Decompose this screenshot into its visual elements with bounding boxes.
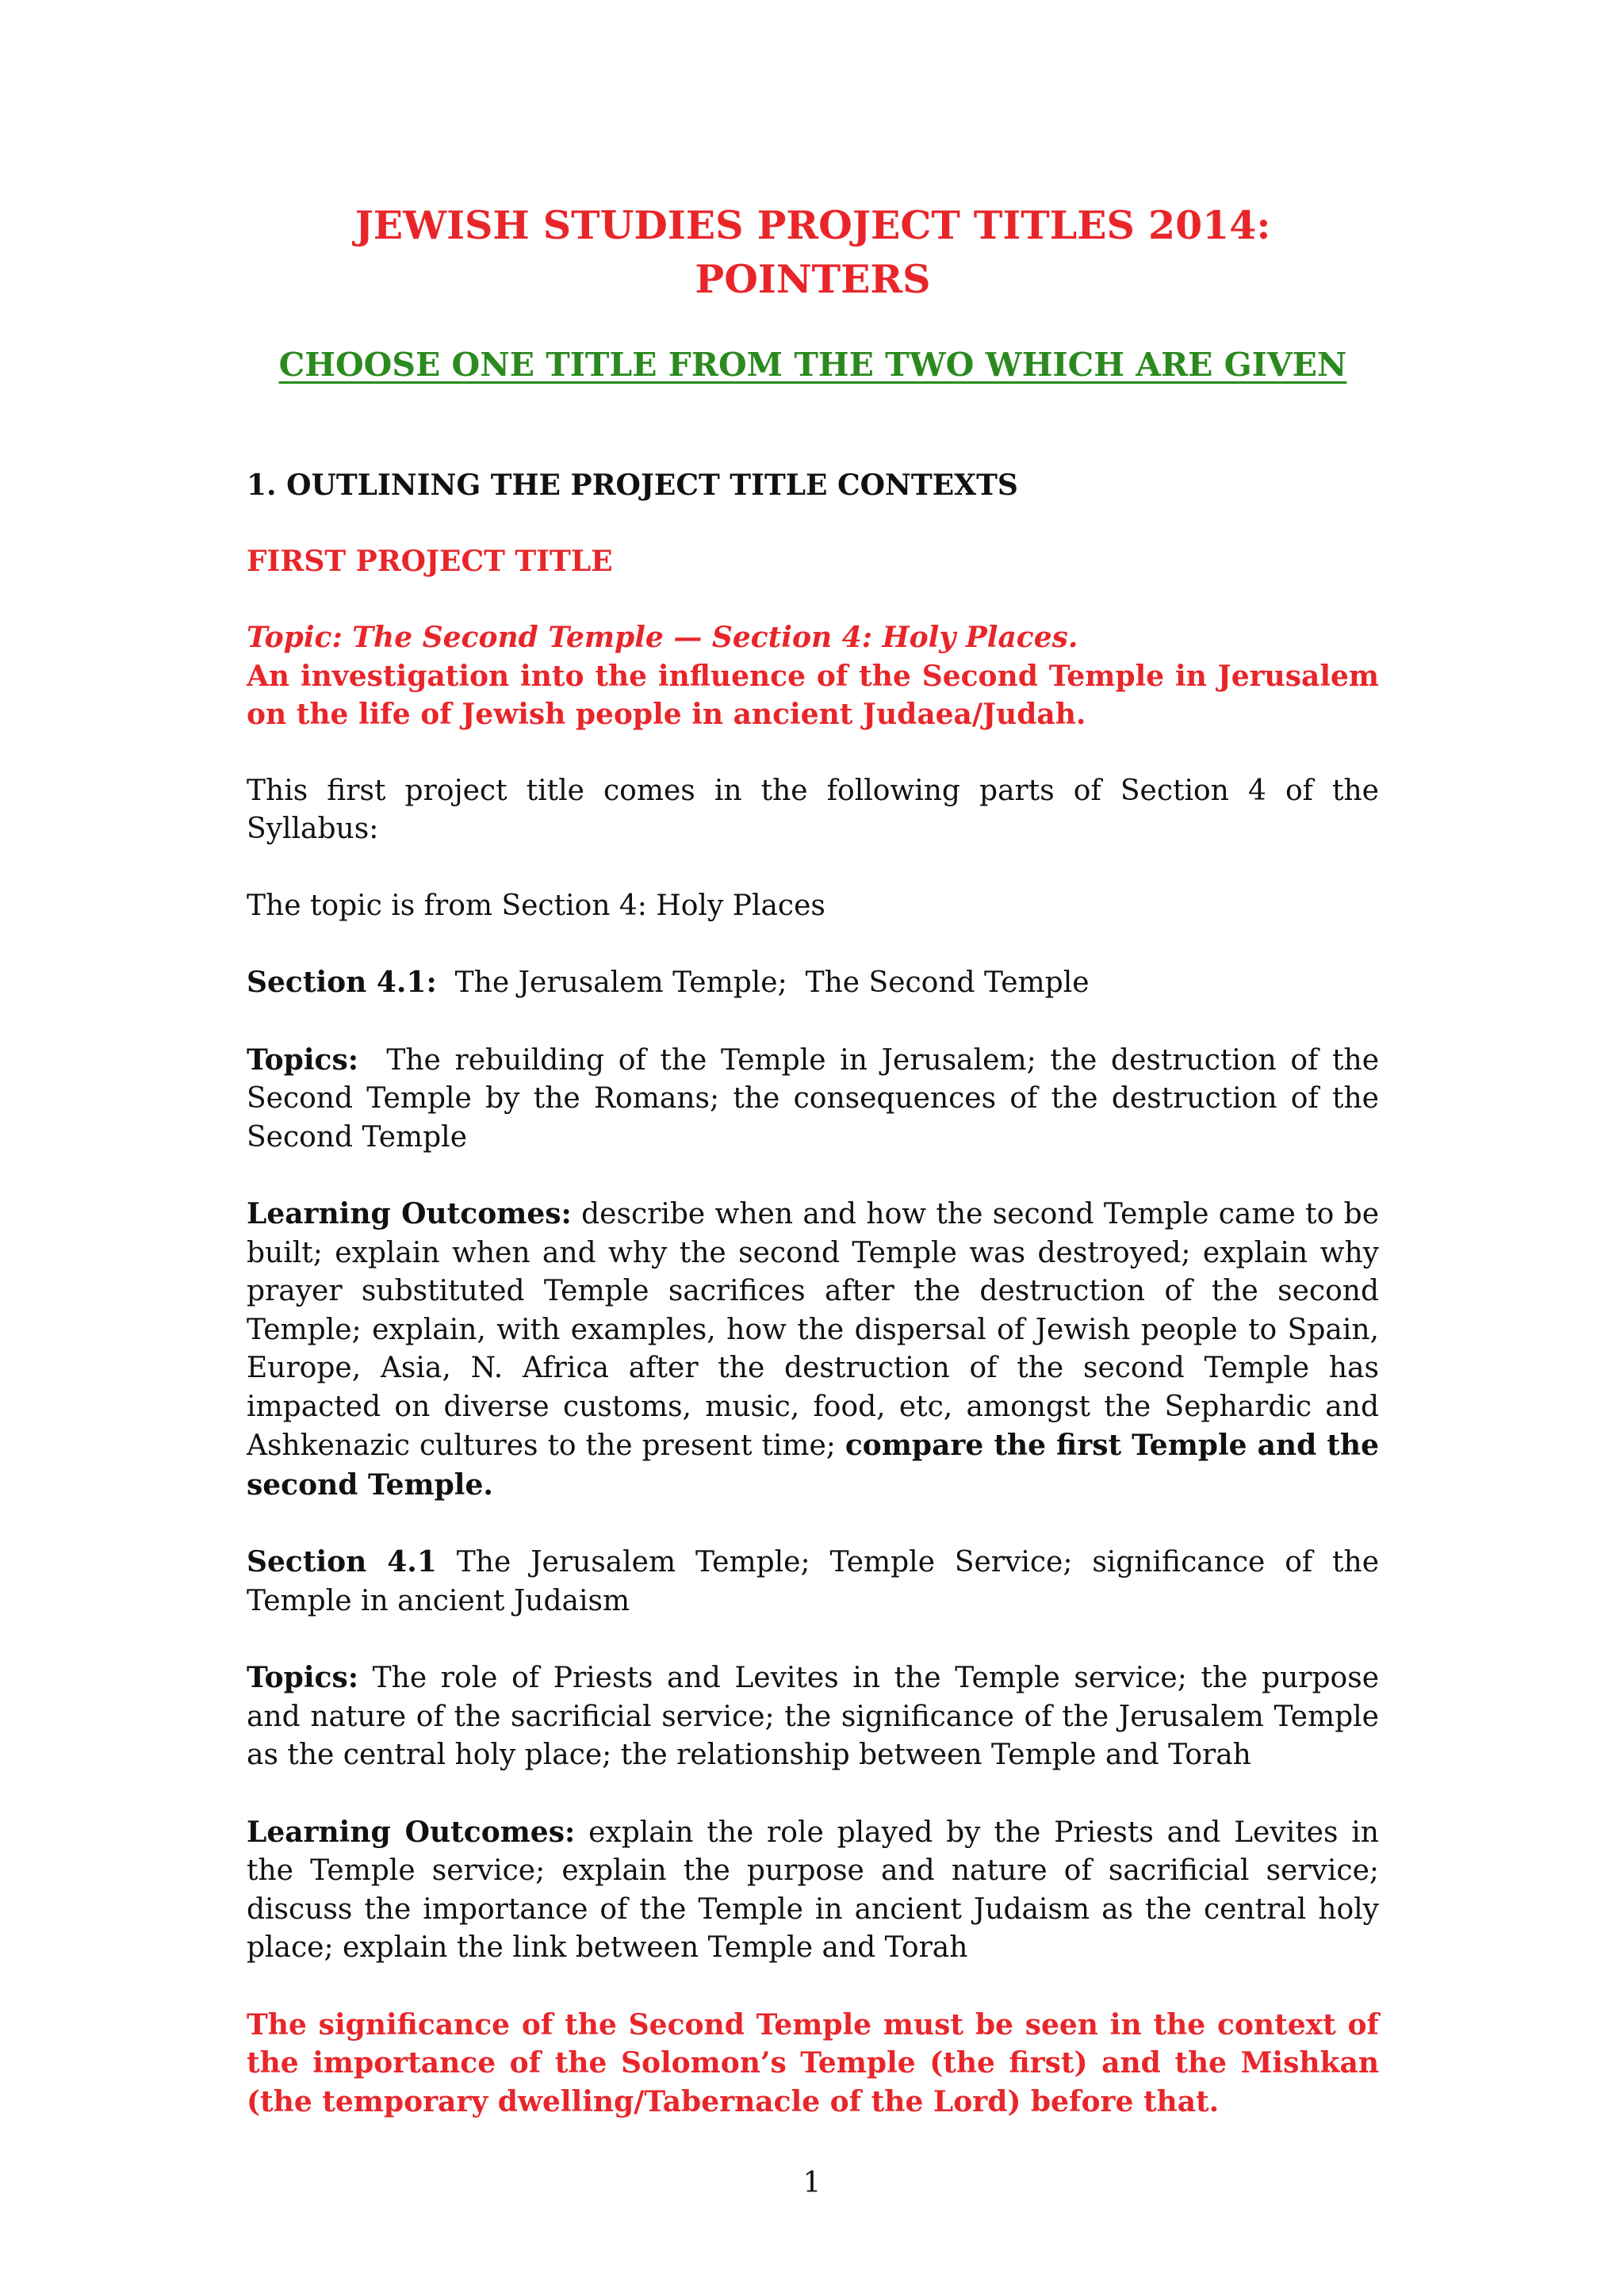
section-paragraph-1 [247,963,1379,1003]
document-title: JEWISH STUDIES PROJECT TITLES 2014: POINTERS [354,202,1271,302]
section-text: The Jerusalem Temple; Temple Service; significance of the Temple in ancient Judaism [247,1546,1379,1617]
page-content [247,198,1388,2159]
topics-text: The role of Priests and Levites in the Temple service; the purpose and nature of the sacrificial service; the significance of the Jerusalem Temple as the central holy place; the relationship between Temple and Torah [247,1662,1379,1771]
topics-label: Topics: [247,1661,358,1694]
outcomes-label: Learning Outcomes: [247,1197,572,1230]
document-subtitle: CHOOSE ONE TITLE FROM THE TWO WHICH ARE GIVEN [278,346,1347,384]
closing-note: The significance of the Second Temple must be seen in the context of the importance of the Solomon’s Temple (the first) and the Mishkan (the temporary dwelling/Tabernacle of the Lord) before that. [247,2007,1379,2118]
section-label: Section 4.1 [247,1545,437,1578]
outcomes-paragraph-1 [247,1195,1379,1505]
topic-line: Topic: The Second Temple — Section 4: Holy Places. [247,621,1078,654]
topics-paragraph-2 [247,1659,1379,1775]
page-number: 1 [802,2167,822,2199]
section-text: The Jerusalem Temple; The Second Temple [436,966,1090,999]
first-project-title-label: FIRST PROJECT TITLE [247,545,613,578]
section-label: Section 4.1: [247,966,437,999]
outcomes-label: Learning Outcomes: [247,1815,576,1849]
outcomes-paragraph-2 [247,1813,1379,1968]
topics-text: The rebuilding of the Temple in Jerusalem; the destruction of the Second Temple by the Romans; the consequences of the destruction of the Second Temple [247,1043,1388,1154]
topic-block [247,618,1379,734]
outcomes-text: explain the role played by the Priests and Levites in the Temple service; explain the purpose and nature of sacrificial service; discuss the importance of the Temple in ancient Judaism as the central holy place; explain the link between Temple and Torah [247,1816,1379,1964]
topics-paragraph-1 [247,1041,1388,1158]
intro-paragraph: This first project title comes in the following parts of Section 4 of the Syllabus: [247,774,1379,845]
outcomes-text: describe when and how the second Temple came to be built; explain when and why the second Temple was destroyed; explain why prayer substituted Temple sacrifices after the destruction of the second Temple; explain, with examples, how the dispersal of Jewish people to Spain, Europe, Asia, N. Africa after the destruction of the second Temple has impacted on diverse customs, music, food, etc, amongst the Sephardic and Ashkenazic cultures to the present time; [247,1198,1380,1462]
section-heading: 1. OUTLINING THE PROJECT TITLE CONTEXTS [247,469,1018,502]
outcomes-bold-text: compare the first Temple and the second Temple. [247,1429,1379,1502]
topic-from-paragraph: The topic is from Section 4: Holy Places [247,889,825,922]
section-paragraph-2 [247,1543,1379,1621]
investigation-text: An investigation into the influence of the Second Temple in Jerusalem on the life of Jewish people in ancient Judaea/Judah. [247,659,1379,731]
topics-label: Topics: [247,1043,358,1077]
